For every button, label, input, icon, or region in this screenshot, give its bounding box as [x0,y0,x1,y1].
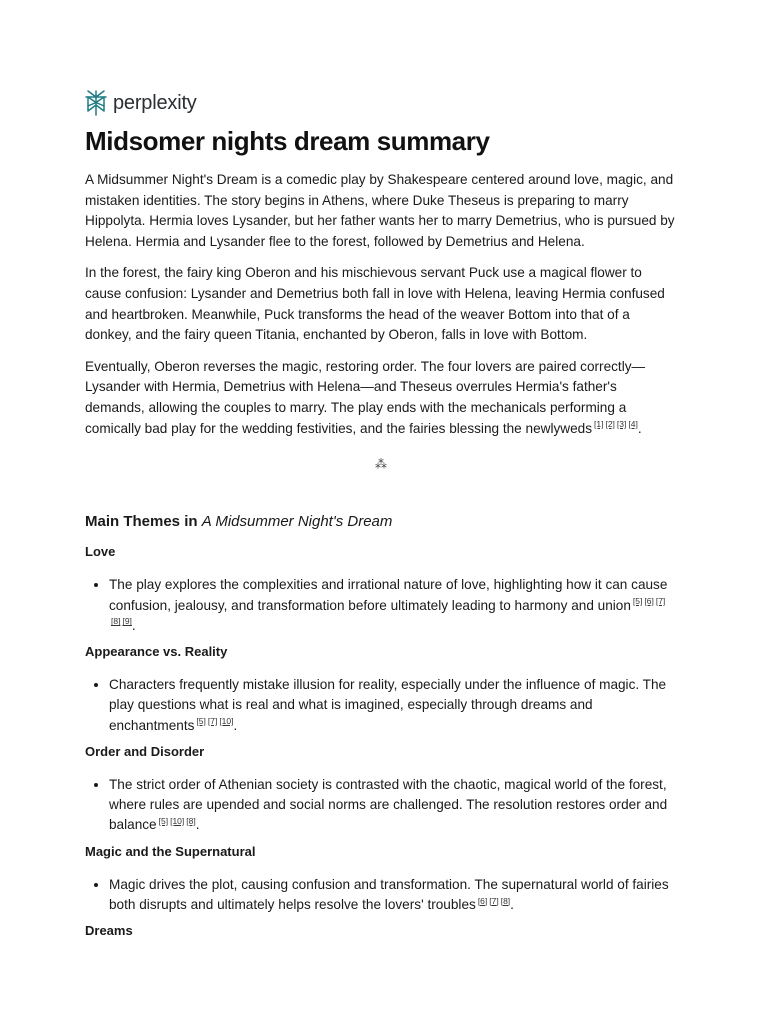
bullet-text: The play explores the complexities and irrational nature of love, highlighting how it can cause confusion, jealousy, and transformation before ultimately leading to harmony and union [109,577,668,613]
citation-link[interactable]: [5] [158,815,169,826]
citation-link[interactable]: [8] [500,895,511,906]
bullet-text: Characters frequently mistake illusion for reality, especially under the influence of magic. The play questions what is real and what is imagined, especially through dreams and enchantments [109,677,667,733]
theme-list-appearance-vs-reality [85,675,675,736]
section-divider: ⁂ [375,457,387,471]
summary-paragraph-2 [85,263,675,345]
list-item [109,575,675,636]
sentence-end: . [233,717,238,733]
theme-list-order-and-disorder [85,775,675,836]
bullet-text: The strict order of Athenian society is contrasted with the chaotic, magical world of the forest, where rules are upended and social norms are challenged. The resolution restores order and balance [109,777,668,833]
theme-title-appearance-vs-reality: Appearance vs. Reality [85,644,228,660]
perplexity-logo-icon [85,90,107,116]
bullet-text: Magic drives the plot, causing confusion and transformation. The supernatural world of fairies both disrupts and ultimately helps resolve the lovers' troubles [109,876,669,913]
citation-link[interactable]: [7] [207,716,218,727]
citation-link[interactable]: [7] [489,895,499,906]
theme-list-magic-and-supernatural [85,875,675,915]
citation-link[interactable]: [7] [655,596,666,607]
citation-link[interactable]: [5] [632,596,643,607]
citation-link[interactable]: [10] [170,815,185,826]
citation-link[interactable]: [5] [196,716,206,727]
summary [85,170,675,450]
list-item [109,775,675,836]
citation-link[interactable]: [6] [477,895,488,906]
sentence-end: . [195,817,200,833]
sentence-end: . [637,420,642,436]
brand-name: perplexity [113,91,197,114]
sentence-end: . [510,897,514,913]
brand-logo[interactable] [85,90,197,116]
paragraph-text: Eventually, Oberon reverses the magic, restoring order. The four lovers are paired correctly—Lysander with Hermia, Demetrius with Helena—and Theseus overrules Hermia's father's demands, allowing the couples to marry. The play ends with the mechanicals performing a comically bad play for the wedding festivities, and the fairies blessing the newlyweds [85,358,646,436]
sentence-end: . [131,617,136,633]
citation-link[interactable]: [2] [605,419,615,429]
themes-heading-title: A Midsummer Night's Dream [201,513,393,530]
citation-link[interactable]: [8] [111,616,121,627]
citation-link[interactable]: [1] [594,419,604,429]
paragraph-text: A Midsummer Night's Dream is a comedic play by Shakespeare centered around love, magic, and mistaken identities. The story begins in Athens, where Duke Theseus is preparing to marry Hippolyta. Hermia loves Lysander, but her father wants her to marry Demetrius, who is pursued by Helena. Hermia and Lysander flee to the forest, followed by Demetrius and Helena. [85,172,675,249]
paragraph-text: In the forest, the fairy king Oberon and his mischievous servant Puck use a magical flower to cause confusion: Lysander and Demetrius both fall in love with Helena, leaving Hermia confused and heartbroken. Meanwhile, Puck transforms the head of the weaver Bottom into that of a donkey, and the fairy queen Titania, enchanted by Oberon, falls in love with Bottom. [85,265,665,343]
theme-title-magic-and-supernatural: Magic and the Supernatural [85,843,256,859]
citation-link[interactable]: [6] [644,596,654,607]
list-item [109,675,675,736]
summary-paragraph-1 [85,170,675,252]
list-item [109,875,675,915]
citation-link[interactable]: [10] [219,716,234,727]
page-title: Midsomer nights dream summary [85,126,490,156]
theme-list-love [85,575,675,636]
summary-paragraph-3 [85,357,675,439]
theme-title-love: Love [85,544,116,560]
citation-link[interactable]: [8] [186,815,196,826]
citation-link[interactable]: [4] [628,419,638,429]
theme-title-dreams: Dreams [85,923,133,939]
citation-link[interactable]: [9] [122,616,132,627]
themes-section [85,512,675,954]
citation-link[interactable]: [3] [616,419,627,429]
themes-heading [85,512,675,532]
theme-title-order-and-disorder: Order and Disorder [85,743,205,759]
themes-heading-prefix: Main Themes in [85,513,202,530]
